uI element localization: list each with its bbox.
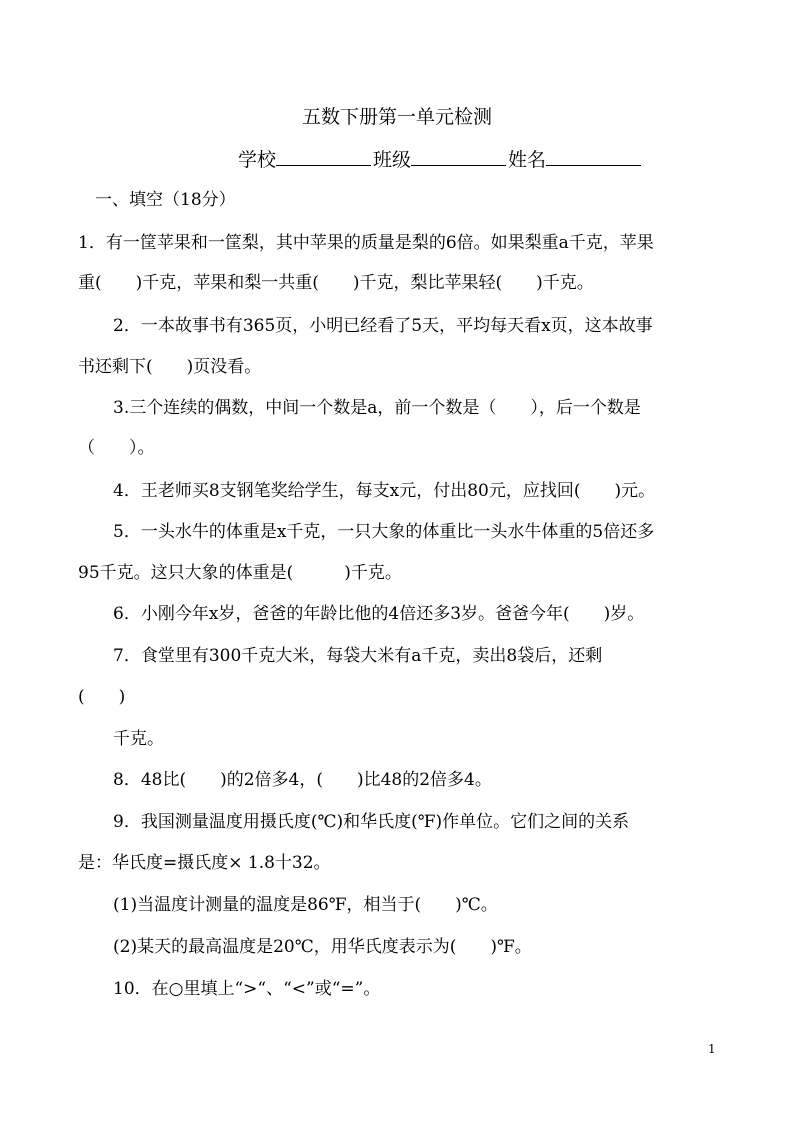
question-3-line-1: 3.三个连续的偶数，中间一个数是a，前一个数是（ ），后一个数是 [113,398,641,418]
question-1-line-2: 重( )千克，苹果和梨一共重( )千克，梨比苹果轻( )千克。 [78,273,594,293]
section-heading: 一、填空（18分） [95,190,236,210]
question-7-line-1: 7．食堂里有300千克大米，每袋大米有a千克，卖出8袋后，还剩 [113,646,603,666]
question-4: 4．王老师买8支钢笔奖给学生，每支x元，付出80元，应找回( )元。 [113,481,656,501]
student-info-row [238,147,643,171]
question-7-line-2: ( ) [78,687,126,707]
question-1-line-1: 1．有一筐苹果和一筐梨，其中苹果的质量是梨的6倍。如果梨重a千克，苹果 [78,233,654,253]
question-5-line-1: 5．一头水牛的体重是x千克，一只大象的体重比一头水牛体重的5倍还多 [113,522,655,542]
page-title: 五数下册第一单元检测 [301,106,492,128]
question-7-line-3: 千克。 [113,729,164,749]
class-blank [411,147,506,166]
school-label: 学校 [238,149,277,171]
question-3-line-2: （ ）。 [78,438,155,458]
name-blank [546,147,641,166]
question-6: 6．小刚今年x岁，爸爸的年龄比他的4倍还多3岁。爸爸今年( )岁。 [113,604,645,624]
name-label: 姓名 [508,149,547,171]
question-9-line-2: 是：华氏度=摄氏度× 1.8十32。 [78,853,331,873]
question-2-line-1: 2．一本故事书有365页，小明已经看了5天，平均每天看x页，这本故事 [113,316,653,336]
class-label: 班级 [373,149,412,171]
question-9-part-1: (1)当温度计测量的温度是86℉，相当于( )℃。 [113,895,498,915]
question-10: 10．在○里填上“>“、“<”或“=”。 [113,979,381,999]
question-2-line-2: 书还剩下( )页没看。 [78,357,262,377]
question-8: 8．48比( )的2倍多4，( )比48的2倍多4。 [113,770,492,790]
school-blank [276,147,371,166]
question-9-line-1: 9．我国测量温度用摄氏度(℃)和华氏度(℉)作单位。它们之间的关系 [113,812,630,832]
page-number: 1 [708,1042,716,1056]
question-5-line-2: 95千克。这只大象的体重是( )千克。 [78,563,402,583]
question-9-part-2: (2)某天的最高温度是20℃，用华氏度表示为( )℉。 [113,937,532,957]
